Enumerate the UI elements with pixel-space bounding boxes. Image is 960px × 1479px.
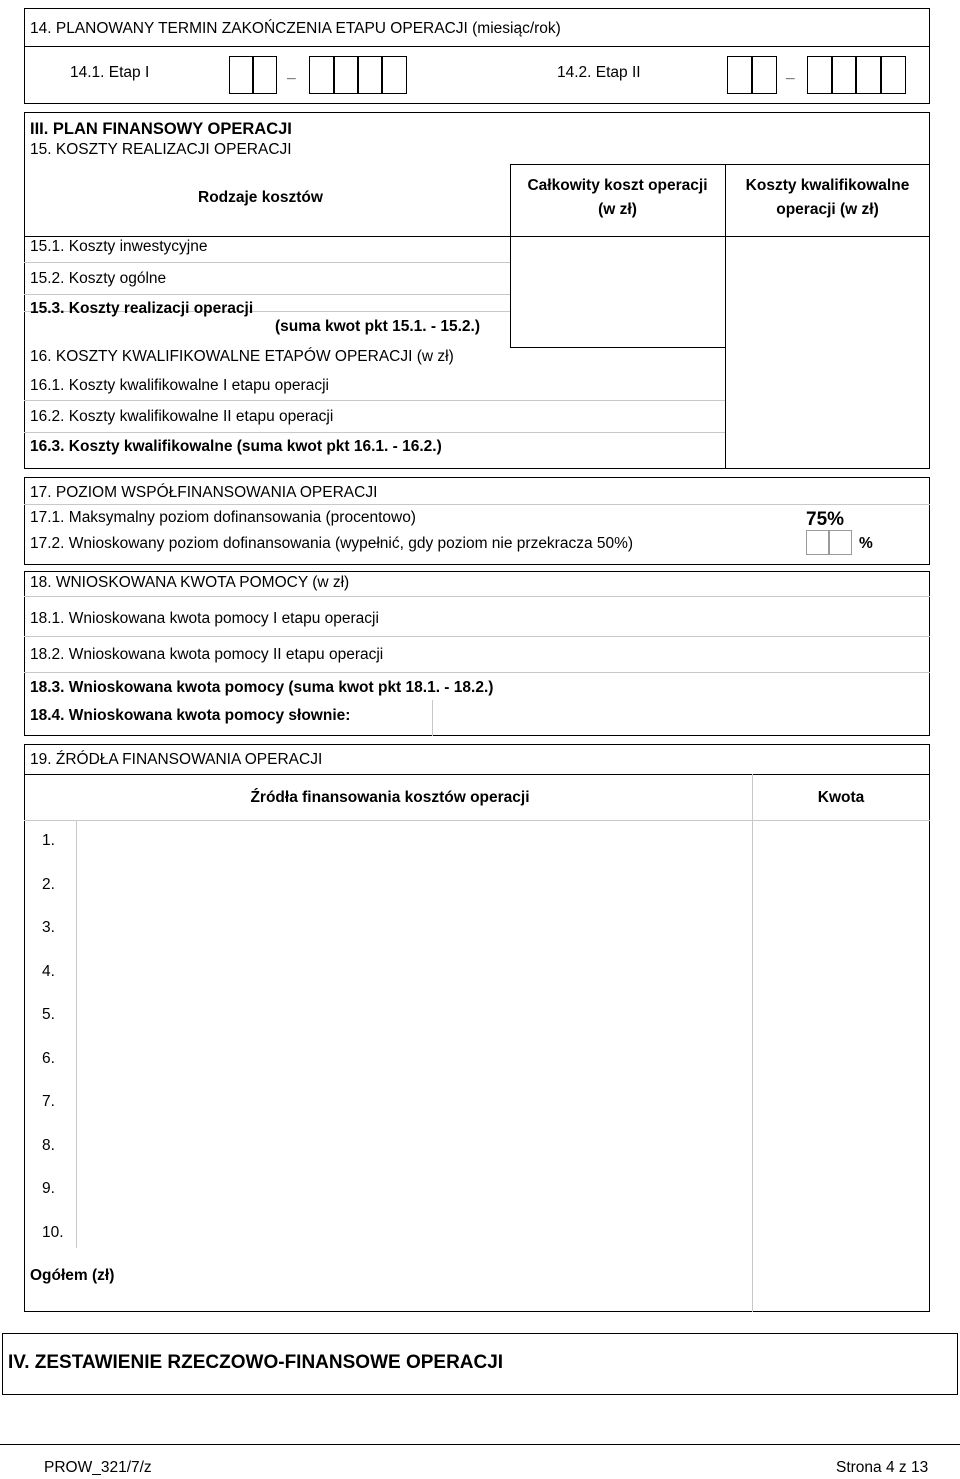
etap-1-month-1[interactable]	[229, 56, 253, 94]
source-row-number: 2.	[42, 875, 55, 893]
footer-form-code: PROW_321/7/z	[44, 1459, 152, 1476]
source-amount-input[interactable]	[754, 821, 929, 863]
source-amount-input[interactable]	[754, 1213, 929, 1255]
source-row-number: 9.	[42, 1180, 55, 1197]
source-name-input[interactable]	[78, 1082, 751, 1124]
source-name-input[interactable]	[78, 1213, 751, 1255]
col-rodzaje-kosztow: Rodzaje kosztów	[198, 189, 323, 206]
section-4-title: IV. ZESTAWIENIE RZECZOWO-FINANSOWE OPERACJI	[8, 1352, 504, 1373]
row-16-1: 16.1. Koszty kwalifikowalne I etapu operacji	[30, 377, 329, 394]
row-18-1: 18.1. Wnioskowana kwota pomocy I etapu operacji	[30, 610, 379, 627]
col-kwota: Kwota	[817, 789, 865, 806]
col-zrodla-finansowania: Źródła finansowania kosztów operacji	[250, 789, 530, 806]
source-amount-input[interactable]	[754, 1039, 929, 1081]
source-amount-input[interactable]	[754, 995, 929, 1037]
source-amount-input[interactable]	[754, 1169, 929, 1211]
etap-2-label: 14.2. Etap II	[557, 64, 641, 81]
row-18-2: 18.2. Wnioskowana kwota pomocy II etapu operacji	[30, 646, 384, 663]
section-15-title: 15. KOSZTY REALIZACJI OPERACJI	[30, 141, 292, 158]
etap-2-month-1[interactable]	[727, 56, 752, 94]
source-row-number: 4.	[42, 962, 55, 980]
footer-page-number: Strona 4 z 13	[836, 1459, 929, 1476]
row-16-2: 16.2. Koszty kwalifikowalne II etapu operacji	[30, 408, 334, 425]
row-17-2: 17.2. Wnioskowany poziom dofinansowania (wypełnić, gdy poziom nie przekracza 50%)	[30, 535, 634, 552]
etap-2-month-2[interactable]	[752, 56, 777, 94]
etap-1-year-2[interactable]	[334, 56, 358, 94]
etap-1-label: 14.1. Etap I	[70, 64, 150, 81]
input-15-1-total[interactable]	[512, 238, 724, 262]
source-amount-input[interactable]	[754, 865, 929, 907]
section-3-title: III. PLAN FINANSOWY OPERACJI	[30, 120, 292, 138]
source-row-number: 3.	[42, 919, 55, 936]
col-calkowity-koszt-l1: Całkowity koszt operacji	[527, 177, 708, 194]
section-17-title: 17. POZIOM WSPÓŁFINANSOWANIA OPERACJI	[30, 484, 378, 501]
source-name-input[interactable]	[78, 821, 751, 863]
source-name-input[interactable]	[78, 908, 751, 950]
max-cofinancing-value: 75%	[806, 509, 845, 530]
row-18-3: 18.3. Wnioskowana kwota pomocy (suma kwot pkt 18.1. - 18.2.)	[30, 679, 494, 696]
source-amount-input[interactable]	[754, 1082, 929, 1124]
etap-2-year-3[interactable]	[856, 56, 881, 94]
source-name-input[interactable]	[78, 1126, 751, 1168]
etap-2-year-1[interactable]	[807, 56, 832, 94]
section-16-title: 16. KOSZTY KWALIFIKOWALNE ETAPÓW OPERACJI (w zł)	[30, 348, 454, 365]
etap-1-year-1[interactable]	[309, 56, 334, 94]
source-row-number: 5.	[42, 1006, 55, 1023]
source-row-number: 8.	[42, 1136, 55, 1154]
section-18-title: 18. WNIOSKOWANA KWOTA POMOCY (w zł)	[30, 574, 350, 591]
row-15-2: 15.2. Koszty ogólne	[30, 270, 167, 287]
source-name-input[interactable]	[78, 952, 751, 994]
etap-1-year-4[interactable]	[382, 56, 407, 94]
source-row-number: 1.	[42, 832, 55, 849]
source-row-number: 7.	[42, 1093, 55, 1110]
col-calkowity-koszt-l2: (w zł)	[598, 201, 637, 218]
row-16-3: 16.3. Koszty kwalifikowalne (suma kwot pkt 16.1. - 16.2.)	[30, 438, 442, 455]
percent-sign: %	[859, 535, 873, 552]
source-name-input[interactable]	[78, 865, 751, 907]
cofinancing-input-1[interactable]	[806, 530, 829, 555]
source-amount-input[interactable]	[754, 1126, 929, 1168]
etap-2-year-2[interactable]	[832, 56, 856, 94]
row-15-3: 15.3. Koszty realizacji operacji	[30, 300, 254, 317]
total-label: Ogółem (zł)	[30, 1267, 115, 1284]
etap-2-year-4[interactable]	[881, 56, 906, 94]
row-15-1: 15.1. Koszty inwestycyjne	[30, 238, 208, 255]
col-koszty-kwalifikowalne-l2: operacji (w zł)	[776, 201, 879, 218]
input-15-1-qualified[interactable]	[727, 238, 929, 262]
amount-in-words-input[interactable]	[434, 701, 929, 735]
section-19-title: 19. ŹRÓDŁA FINANSOWANIA OPERACJI	[30, 751, 323, 768]
source-name-input[interactable]	[78, 1039, 751, 1081]
row-15-3-sum: (suma kwot pkt 15.1. - 15.2.)	[275, 318, 481, 335]
etap-1-separator: _	[287, 64, 296, 81]
source-amount-input[interactable]	[754, 908, 929, 950]
row-18-4: 18.4. Wnioskowana kwota pomocy słownie:	[30, 707, 351, 724]
source-row-number: 6.	[42, 1049, 55, 1067]
row-17-1: 17.1. Maksymalny poziom dofinansowania (procentowo)	[30, 509, 416, 526]
source-name-input[interactable]	[78, 1169, 751, 1211]
col-koszty-kwalifikowalne-l1: Koszty kwalifikowalne	[745, 177, 910, 194]
source-amount-input[interactable]	[754, 952, 929, 994]
etap-2-separator: _	[786, 64, 795, 81]
etap-1-month-2[interactable]	[253, 56, 277, 94]
cofinancing-input-2[interactable]	[829, 530, 852, 555]
source-row-number: 10.	[42, 1223, 64, 1241]
section-14-title: 14. PLANOWANY TERMIN ZAKOŃCZENIA ETAPU OPERACJI (miesiąc/rok)	[30, 20, 561, 37]
etap-1-year-3[interactable]	[358, 56, 382, 94]
source-name-input[interactable]	[78, 995, 751, 1037]
